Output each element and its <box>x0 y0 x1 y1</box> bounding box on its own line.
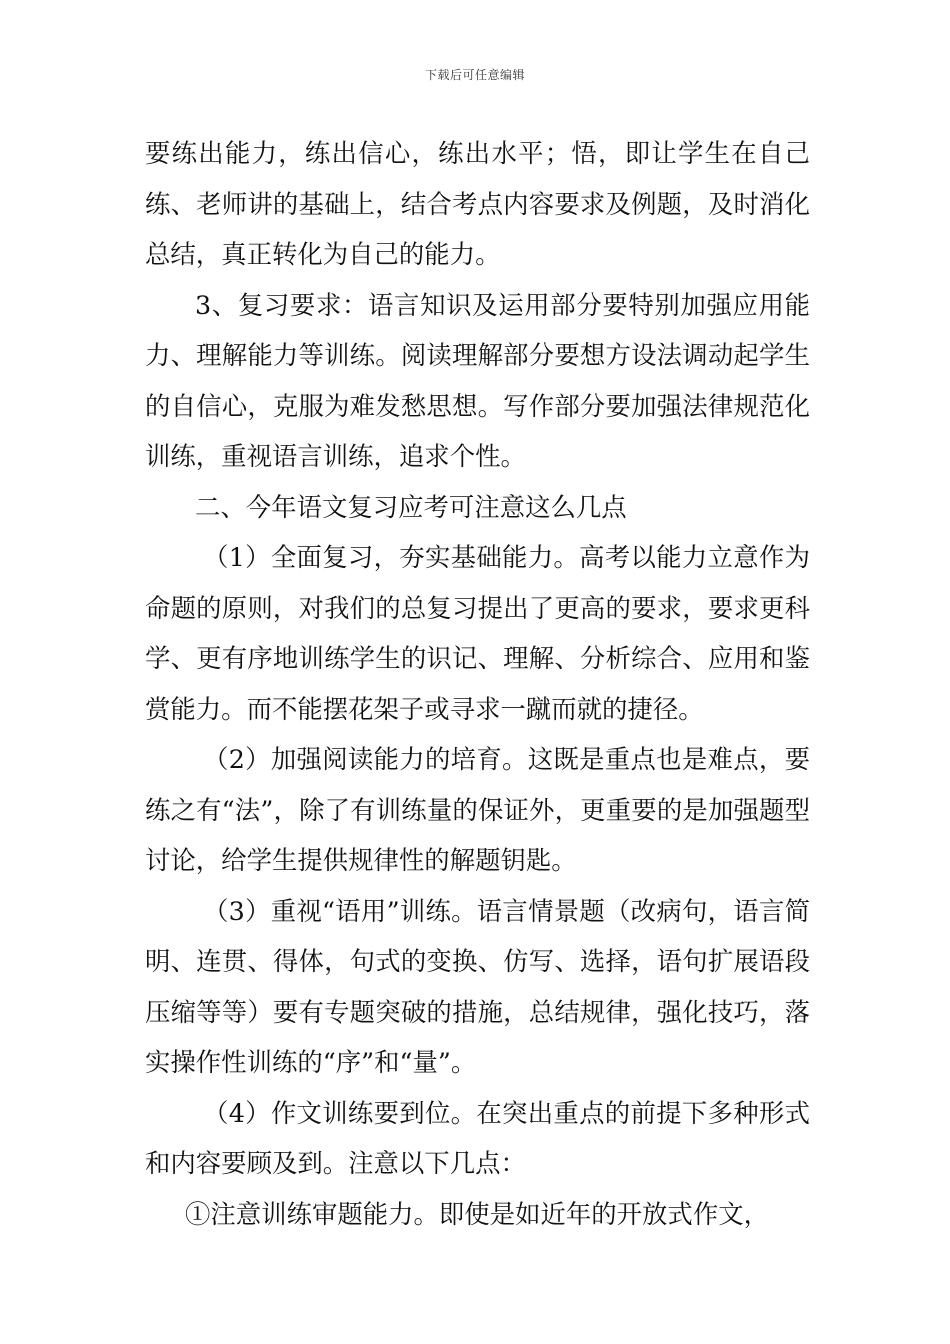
paragraph-subpoint-1: ①注意训练审题能力。即使是如近年的开放式作文， <box>185 1198 769 1229</box>
paragraph-point-4: （4）作文训练要到位。在突出重点的前提下多种形式和内容要顾及到。注意以下几点： <box>145 1097 810 1178</box>
page-header: 下载后可任意编辑 <box>424 68 525 82</box>
paragraph-review-requirements: 3、复习要求：语言知识及运用部分要特别加强应用能力、理解能力等训练。阅读理解部分要想方设法调动起学生的自信心，克服为难发愁思想。写作部分要加强法律规范化训练，重视语言训练，追求个性。 <box>145 289 810 471</box>
paragraph-point-2: （2）加强阅读能力的培育。这既是重点也是难点，要练之有“法”，除了有训练量的保证外，更重要的是加强题型讨论，给学生提供规律性的解题钥匙。 <box>145 744 810 875</box>
paragraph-continuation: 要练出能力，练出信心，练出水平；悟，即让学生在自己练、老师讲的基础上，结合考点内容要求及例题，及时消化总结，真正转化为自己的能力。 <box>145 138 810 269</box>
paragraph-point-3: （3）重视“语用”训练。语言情景题（改病句，语言简明、连贯、得体，句式的变换、仿写、选择，语句扩展语段压缩等等）要有专题突破的措施，总结规律，强化技巧，落实操作性训练的“序”和“量”。 <box>145 895 810 1077</box>
section-heading-exam-tips: 二、今年语文复习应考可注意这么几点 <box>195 491 627 522</box>
paragraph-point-1: （1）全面复习，夯实基础能力。高考以能力立意作为命题的原则，对我们的总复习提出了更高的要求，要求更科学、更有序地训练学生的识记、理解、分析综合、应用和鉴赏能力。而不能摆花架子或寻求一蹴而就的捷径。 <box>145 542 810 724</box>
document-body <box>145 128 810 1239</box>
